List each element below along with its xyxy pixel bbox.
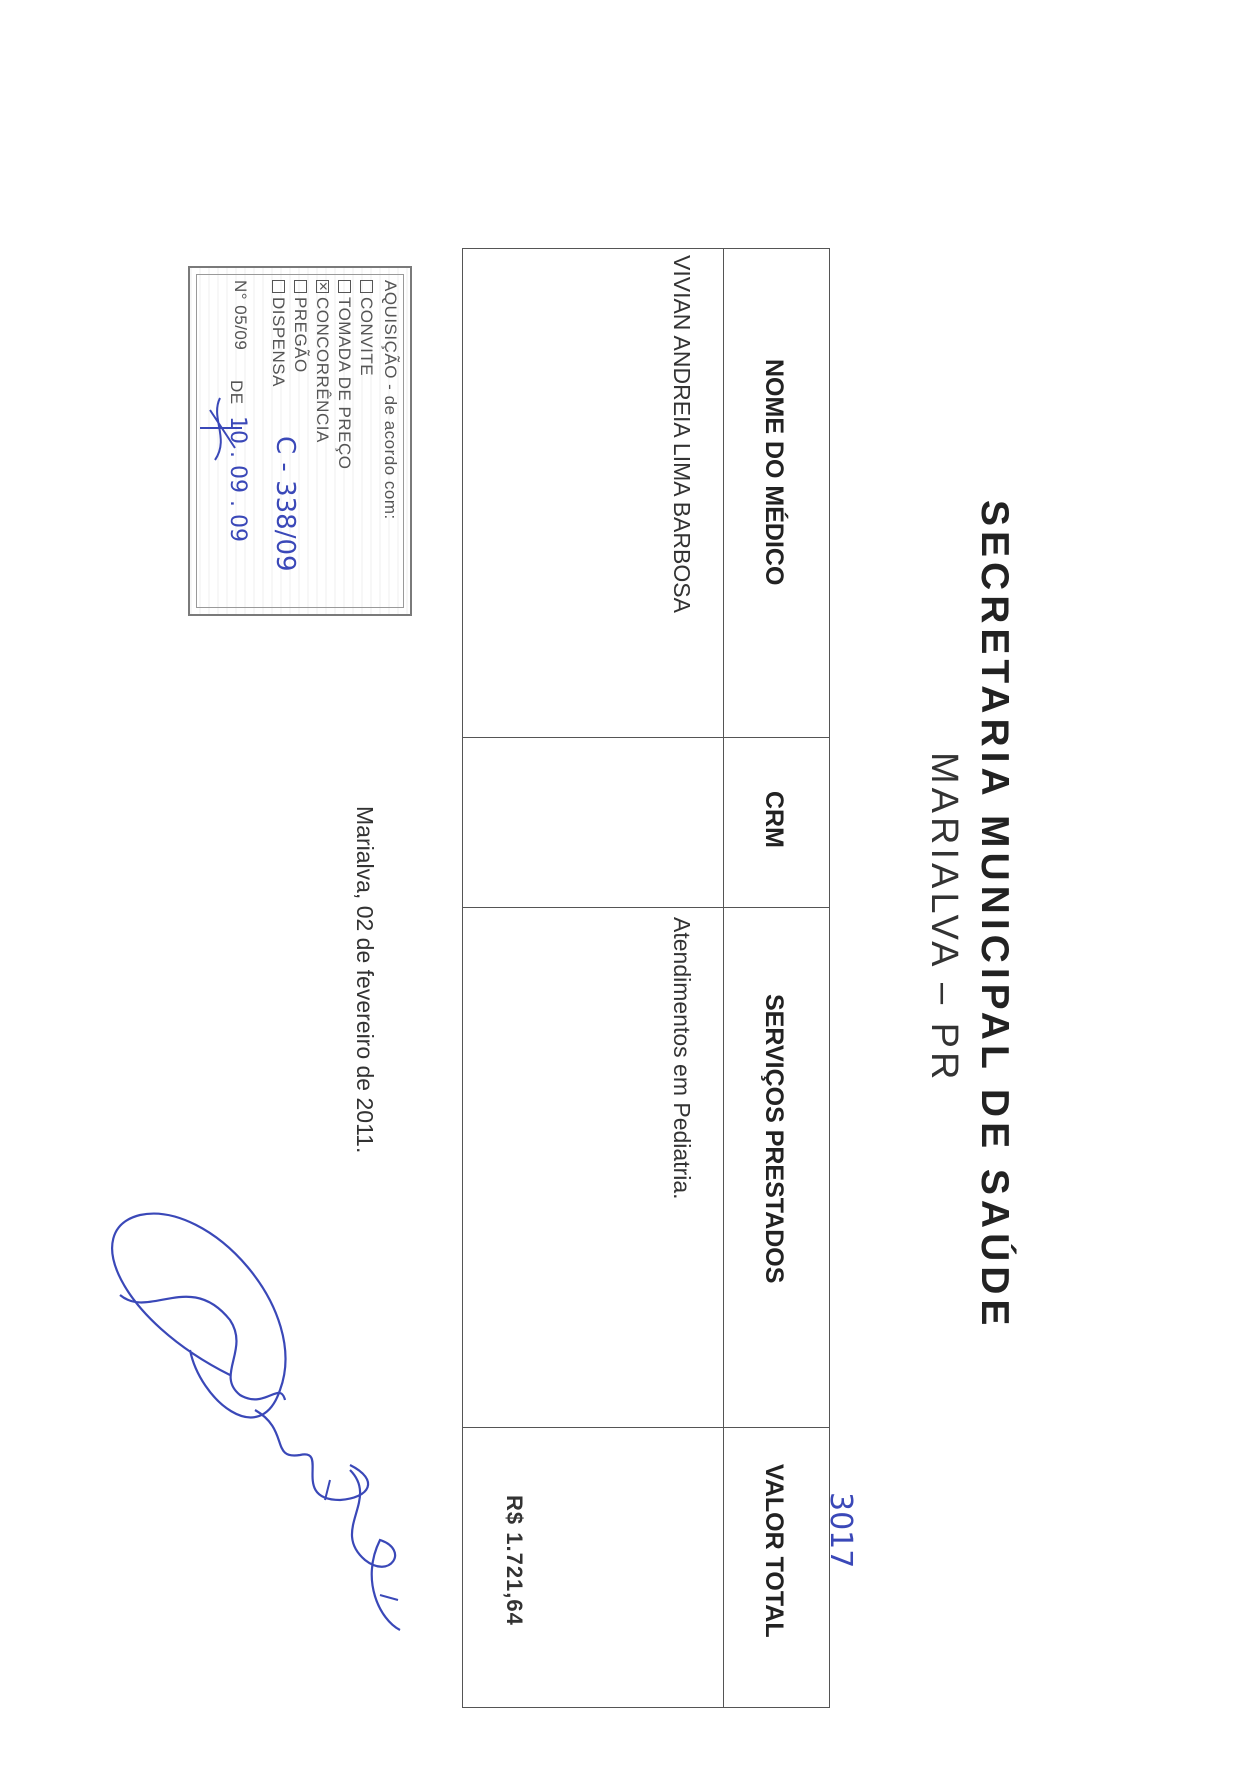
stamp-option-dispensa: DISPENSA [268, 280, 288, 387]
stamp-option-concorrencia: ✕CONCORRÊNCIA [313, 281, 332, 443]
acquisition-stamp [188, 266, 412, 616]
page-subtitle: MARIALVA – PR [923, 752, 965, 1084]
stamp-initials-mark [190, 388, 250, 468]
stamp-date-prefix: N° 05/09 [231, 280, 250, 351]
doctor-name-cell: VIVIAN ANDREIA LIMA BARBOSA [669, 255, 695, 613]
column-header-services: SERVIÇOS PRESTADOS [760, 994, 788, 1284]
page-title: SECRETARIA MUNICIPAL DE SAÚDE [973, 500, 1016, 1331]
table-divider [463, 907, 829, 908]
stamp-option-pregao: PREGÃO [290, 280, 310, 373]
stamp-date-value: 10 . 09 . 09 [225, 416, 250, 542]
services-table [462, 248, 830, 1708]
stamp-process-number: C - 338/09 [270, 436, 300, 572]
total-value-cell: R$ 1.721,64 [502, 1495, 527, 1626]
stamp-title: AQUISIÇÃO - de acordo com: [381, 280, 400, 520]
table-divider [463, 737, 829, 738]
checkbox-icon [360, 280, 373, 293]
handwritten-signature [80, 1200, 410, 1660]
checkbox-icon [338, 280, 351, 293]
handwritten-page-number: 3017 [823, 1492, 858, 1569]
stamp-date-mid: DE [227, 380, 246, 405]
stamp-option-convite: CONVITE [356, 280, 376, 376]
column-header-crm: CRM [760, 791, 788, 848]
table-divider [463, 1427, 829, 1428]
checked-box-icon: ✕ [315, 281, 330, 292]
date-line: Marialva, 02 de fevereiro de 2011. [352, 806, 378, 1154]
service-cell: Atendimentos em Pediatria. [669, 917, 695, 1200]
table-divider [723, 249, 724, 1707]
column-header-total: VALOR TOTAL [760, 1464, 788, 1638]
column-header-name: NOME DO MÉDICO [760, 359, 788, 586]
checkbox-icon [272, 280, 285, 293]
stamp-option-tomada: TOMADA DE PREÇO [334, 280, 354, 470]
checkbox-icon [294, 280, 307, 293]
